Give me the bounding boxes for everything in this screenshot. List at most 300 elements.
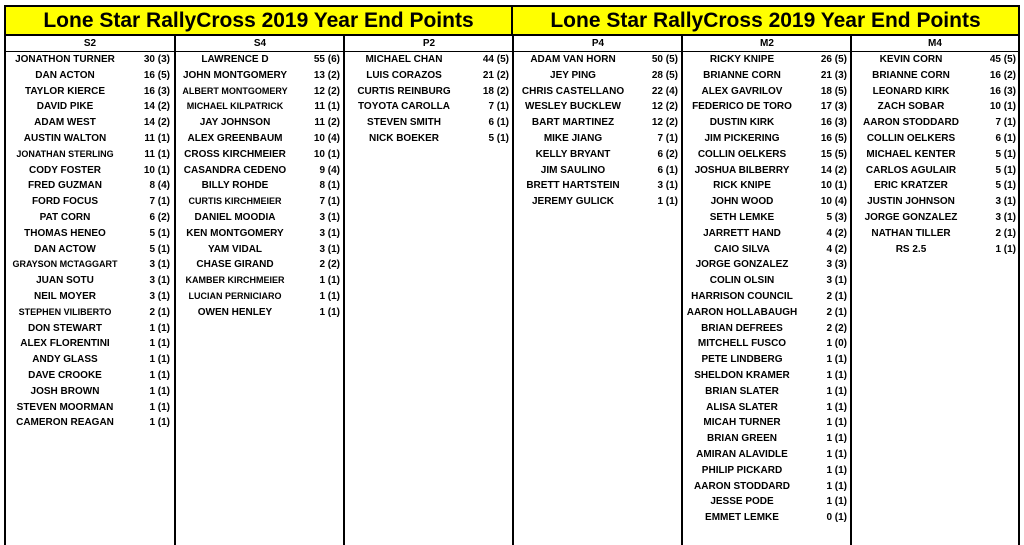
driver-name: AARON STODDARD xyxy=(694,480,790,492)
driver-name: JIM PICKERING xyxy=(704,132,780,144)
driver-points: 5 (1) xyxy=(995,164,1016,176)
class-column-p4 xyxy=(512,36,682,545)
driver-points: 45 (5) xyxy=(989,54,1016,65)
class-header: S2 xyxy=(6,36,174,52)
driver-name: JEREMY GULICK xyxy=(531,196,615,208)
driver-name: STEVEN MOORMAN xyxy=(16,401,114,413)
driver-name: ZACH SOBAR xyxy=(877,101,945,113)
driver-row xyxy=(683,463,851,479)
driver-row xyxy=(514,194,682,210)
driver-points: 5 (1) xyxy=(149,243,170,255)
driver-points: 2 (2) xyxy=(826,322,847,334)
driver-points: 1 (1) xyxy=(995,243,1016,255)
driver-row xyxy=(683,194,851,210)
driver-name: BRIAN SLATER xyxy=(705,385,779,397)
driver-points: 10 (4) xyxy=(313,132,340,144)
driver-points: 3 (1) xyxy=(319,227,340,239)
driver-name: LEONARD KIRK xyxy=(872,85,950,97)
driver-points: 15 (5) xyxy=(820,148,847,160)
driver-points: 14 (2) xyxy=(143,117,170,129)
driver-points: 2 (2) xyxy=(319,259,340,271)
driver-points: 12 (2) xyxy=(313,85,340,97)
driver-points: 10 (1) xyxy=(313,148,340,160)
driver-row xyxy=(683,384,851,400)
driver-points: 28 (5) xyxy=(651,69,678,81)
driver-points: 1 (1) xyxy=(826,354,847,366)
driver-points: 6 (2) xyxy=(149,211,170,223)
driver-name: MICAH TURNER xyxy=(703,417,781,429)
driver-name: JAY JOHNSON xyxy=(199,117,271,129)
class-header: P2 xyxy=(345,36,513,52)
driver-name: KELLY BRYANT xyxy=(535,148,611,160)
driver-points: 3 (1) xyxy=(826,275,847,287)
driver-row xyxy=(852,68,1018,84)
driver-points: 1 (1) xyxy=(826,417,847,429)
driver-name: STEVEN SMITH xyxy=(367,117,441,129)
driver-points: 7 (1) xyxy=(657,132,678,144)
driver-row xyxy=(6,352,174,368)
driver-name: ALEX GAVRILOV xyxy=(701,85,783,97)
class-header: P4 xyxy=(514,36,682,52)
driver-name: AUSTIN WALTON xyxy=(23,132,107,144)
driver-row xyxy=(176,289,344,305)
driver-row xyxy=(6,52,174,68)
driver-points: 6 (1) xyxy=(488,117,509,129)
driver-name: BRIAN GREEN xyxy=(706,433,777,445)
driver-row xyxy=(514,68,682,84)
driver-row xyxy=(514,84,682,100)
driver-points: 5 (1) xyxy=(995,180,1016,192)
driver-name: ADAM VAN HORN xyxy=(530,54,616,65)
driver-row xyxy=(176,257,344,273)
driver-name: RICKY KNIPE xyxy=(709,54,775,65)
driver-row xyxy=(852,163,1018,179)
driver-points: 18 (5) xyxy=(820,85,847,97)
driver-row xyxy=(176,99,344,115)
driver-name: ERIC KRATZER xyxy=(874,180,948,192)
driver-points: 1 (1) xyxy=(826,464,847,476)
driver-row xyxy=(683,352,851,368)
driver-points: 5 (1) xyxy=(149,227,170,239)
driver-row xyxy=(6,131,174,147)
driver-points: 1 (1) xyxy=(826,496,847,508)
driver-row xyxy=(345,52,513,68)
driver-name: JESSE PODE xyxy=(710,496,774,508)
driver-points: 11 (2) xyxy=(314,117,340,129)
driver-row xyxy=(6,384,174,400)
driver-row xyxy=(176,178,344,194)
driver-points: 1 (1) xyxy=(149,369,170,381)
driver-row xyxy=(6,210,174,226)
driver-row xyxy=(683,131,851,147)
driver-points: 1 (1) xyxy=(149,322,170,334)
driver-row xyxy=(683,257,851,273)
driver-row xyxy=(176,273,344,289)
driver-row xyxy=(852,210,1018,226)
driver-row xyxy=(683,447,851,463)
driver-points: 21 (3) xyxy=(820,69,847,81)
driver-points: 1 (1) xyxy=(149,354,170,366)
driver-name: TAYLOR KIERCE xyxy=(24,85,105,97)
driver-name: DON STEWART xyxy=(28,322,102,334)
driver-row xyxy=(852,178,1018,194)
driver-points: 1 (1) xyxy=(319,290,340,302)
driver-points: 1 (1) xyxy=(826,480,847,492)
driver-row xyxy=(683,336,851,352)
driver-points: 16 (3) xyxy=(820,117,847,129)
driver-row xyxy=(683,321,851,337)
driver-points: 21 (2) xyxy=(482,69,509,81)
driver-points: 0 (1) xyxy=(826,512,847,524)
driver-row xyxy=(6,273,174,289)
driver-points: 3 (1) xyxy=(149,290,170,302)
driver-name: RS 2.5 xyxy=(895,243,927,255)
driver-name: CURTIS REINBURG xyxy=(357,85,451,97)
driver-points: 16 (3) xyxy=(143,85,170,97)
driver-row xyxy=(6,115,174,131)
driver-name: CAMERON REAGAN xyxy=(16,417,114,429)
driver-row xyxy=(514,52,682,68)
driver-points: 44 (5) xyxy=(482,54,509,65)
driver-row xyxy=(6,368,174,384)
driver-points: 8 (1) xyxy=(319,180,340,192)
driver-row xyxy=(683,510,851,526)
driver-row xyxy=(683,68,851,84)
driver-points: 6 (1) xyxy=(995,132,1016,144)
driver-points: 12 (2) xyxy=(651,101,678,113)
driver-row xyxy=(852,226,1018,242)
driver-name: LUCIAN PERNICIARO xyxy=(188,290,282,301)
driver-row xyxy=(852,84,1018,100)
driver-row xyxy=(176,131,344,147)
driver-name: GRAYSON MCTAGGART xyxy=(12,259,118,270)
driver-row xyxy=(683,494,851,510)
driver-row xyxy=(683,368,851,384)
class-header: M2 xyxy=(683,36,851,52)
driver-row xyxy=(176,210,344,226)
driver-name: ALEX FLORENTINI xyxy=(20,338,110,350)
driver-points: 3 (3) xyxy=(826,259,847,271)
driver-points: 7 (1) xyxy=(995,117,1016,129)
driver-points: 10 (1) xyxy=(820,180,847,192)
driver-row xyxy=(176,305,344,321)
banner-title-right: Lone Star RallyCross 2019 Year End Points xyxy=(511,5,1020,36)
driver-name: AARON STODDARD xyxy=(863,117,959,129)
driver-points: 3 (1) xyxy=(149,275,170,287)
driver-row xyxy=(6,194,174,210)
driver-name: AMIRAN ALAVIDLE xyxy=(696,448,788,460)
driver-row xyxy=(6,336,174,352)
driver-name: COLIN OLSIN xyxy=(709,275,775,287)
driver-points: 1 (1) xyxy=(319,306,340,318)
driver-name: BRIANNE CORN xyxy=(872,69,950,81)
driver-row xyxy=(514,99,682,115)
driver-row xyxy=(176,84,344,100)
driver-points: 1 (1) xyxy=(826,385,847,397)
driver-row xyxy=(852,99,1018,115)
driver-points: 14 (2) xyxy=(143,101,170,113)
driver-points: 7 (1) xyxy=(488,101,509,113)
driver-name: JORGE GONZALEZ xyxy=(864,211,958,223)
driver-name: NICK BOEKER xyxy=(368,132,439,144)
driver-points: 16 (2) xyxy=(989,69,1016,81)
driver-points: 5 (1) xyxy=(995,148,1016,160)
driver-name: JOHN MONTGOMERY xyxy=(182,69,288,81)
driver-points: 3 (1) xyxy=(995,211,1016,223)
driver-row xyxy=(683,242,851,258)
driver-points: 2 (1) xyxy=(995,227,1016,239)
driver-row xyxy=(6,415,174,431)
driver-row xyxy=(683,84,851,100)
driver-row xyxy=(176,242,344,258)
driver-name: PHILIP PICKARD xyxy=(701,464,783,476)
driver-name: DAVID PIKE xyxy=(36,101,94,113)
driver-name: CHRIS CASTELLANO xyxy=(521,85,625,97)
driver-row xyxy=(852,242,1018,258)
class-header: M4 xyxy=(852,36,1018,52)
driver-name: STEPHEN VILIBERTO xyxy=(18,306,112,317)
driver-name: BRIAN DEFREES xyxy=(701,322,783,334)
driver-row xyxy=(683,305,851,321)
driver-row xyxy=(683,289,851,305)
driver-name: BRIANNE CORN xyxy=(703,69,781,81)
driver-row xyxy=(683,52,851,68)
driver-points: 14 (2) xyxy=(820,164,847,176)
driver-name: JEY PING xyxy=(550,69,596,81)
driver-points: 1 (1) xyxy=(149,338,170,350)
driver-name: CURTIS KIRCHMEIER xyxy=(188,196,282,207)
driver-row xyxy=(6,289,174,305)
driver-points: 30 (3) xyxy=(143,54,170,65)
driver-row xyxy=(6,84,174,100)
driver-name: MICHAEL KENTER xyxy=(866,148,956,160)
driver-name: ALBERT MONTGOMERY xyxy=(182,85,288,96)
driver-name: AARON HOLLABAUGH xyxy=(686,306,798,318)
driver-row xyxy=(176,147,344,163)
driver-row xyxy=(176,194,344,210)
driver-points: 17 (3) xyxy=(820,101,847,113)
driver-name: PAT CORN xyxy=(39,211,91,223)
class-header: S4 xyxy=(176,36,344,52)
driver-points: 10 (1) xyxy=(143,164,170,176)
driver-points: 3 (1) xyxy=(149,259,170,271)
class-column-m4 xyxy=(850,36,1020,545)
driver-points: 1 (1) xyxy=(149,401,170,413)
driver-row xyxy=(852,194,1018,210)
points-sheet xyxy=(4,5,1020,545)
driver-points: 16 (5) xyxy=(820,132,847,144)
driver-points: 3 (1) xyxy=(657,180,678,192)
driver-row xyxy=(514,131,682,147)
driver-points: 22 (4) xyxy=(651,85,678,97)
driver-name: DANIEL MOODIA xyxy=(194,211,276,223)
driver-name: FRED GUZMAN xyxy=(28,180,102,192)
driver-points: 5 (1) xyxy=(488,132,509,144)
driver-name: DAN ACTON xyxy=(35,69,95,81)
driver-points: 1 (1) xyxy=(826,448,847,460)
driver-name: JARRETT HAND xyxy=(703,227,781,239)
driver-name: LUIS CORAZOS xyxy=(366,69,442,81)
driver-name: COLLIN OELKERS xyxy=(697,148,787,160)
driver-name: JONATHAN STERLING xyxy=(16,148,114,159)
driver-name: JUSTIN JOHNSON xyxy=(867,196,955,208)
class-column-s2 xyxy=(4,36,174,545)
driver-row xyxy=(176,226,344,242)
driver-name: RICK KNIPE xyxy=(713,180,771,192)
driver-row xyxy=(683,431,851,447)
driver-row xyxy=(6,257,174,273)
driver-row xyxy=(683,99,851,115)
driver-points: 50 (5) xyxy=(651,54,678,65)
driver-row xyxy=(6,163,174,179)
driver-row xyxy=(345,131,513,147)
driver-name: THOMAS HENEO xyxy=(24,227,106,239)
driver-row xyxy=(345,115,513,131)
driver-row xyxy=(683,147,851,163)
banner-title-left: Lone Star RallyCross 2019 Year End Points xyxy=(4,5,513,36)
driver-points: 5 (3) xyxy=(826,211,847,223)
driver-name: JOSH BROWN xyxy=(30,385,100,397)
driver-row xyxy=(514,163,682,179)
driver-name: JORGE GONZALEZ xyxy=(695,259,789,271)
class-column-m2 xyxy=(681,36,851,545)
driver-points: 2 (1) xyxy=(826,290,847,302)
driver-name: ALISA SLATER xyxy=(706,401,778,413)
driver-name: MITCHELL FUSCO xyxy=(697,338,787,350)
driver-name: CARLOS AGULAIR xyxy=(865,164,957,176)
driver-name: MICHAEL CHAN xyxy=(365,54,443,65)
driver-name: LAWRENCE D xyxy=(201,54,269,65)
driver-name: ADAM WEST xyxy=(34,117,96,129)
driver-points: 1 (1) xyxy=(826,369,847,381)
driver-row xyxy=(852,131,1018,147)
driver-points: 13 (2) xyxy=(313,69,340,81)
driver-name: CROSS KIRCHMEIER xyxy=(184,148,286,160)
driver-row xyxy=(683,273,851,289)
driver-points: 8 (4) xyxy=(149,180,170,192)
driver-name: NEIL MOYER xyxy=(33,290,97,302)
driver-name: SHELDON KRAMER xyxy=(694,369,790,381)
driver-name: CASANDRA CEDENO xyxy=(183,164,287,176)
driver-points: 55 (6) xyxy=(313,54,340,65)
driver-row xyxy=(6,147,174,163)
driver-points: 1 (1) xyxy=(319,275,340,287)
class-column-p2 xyxy=(343,36,513,545)
driver-row xyxy=(852,147,1018,163)
driver-row xyxy=(176,52,344,68)
driver-row xyxy=(514,115,682,131)
driver-row xyxy=(683,210,851,226)
driver-row xyxy=(6,321,174,337)
driver-row xyxy=(683,115,851,131)
driver-points: 9 (4) xyxy=(319,164,340,176)
driver-row xyxy=(345,84,513,100)
driver-row xyxy=(6,242,174,258)
driver-name: BRETT HARTSTEIN xyxy=(526,180,620,192)
driver-name: DAN ACTOW xyxy=(34,243,96,255)
driver-row xyxy=(6,178,174,194)
driver-name: JOHN WOOD xyxy=(710,196,774,208)
driver-name: JIM SAULINO xyxy=(540,164,606,176)
driver-row xyxy=(345,68,513,84)
driver-name: CAIO SILVA xyxy=(714,243,770,255)
driver-name: TOYOTA CAROLLA xyxy=(357,101,451,113)
driver-points: 2 (1) xyxy=(149,306,170,318)
driver-name: OWEN HENLEY xyxy=(197,306,273,318)
driver-name: COLLIN OELKERS xyxy=(866,132,956,144)
driver-name: ANDY GLASS xyxy=(32,354,98,366)
driver-row xyxy=(6,68,174,84)
driver-points: 4 (2) xyxy=(826,227,847,239)
driver-row xyxy=(514,147,682,163)
driver-points: 11 (1) xyxy=(144,132,170,144)
driver-points: 1 (0) xyxy=(826,338,847,350)
driver-row xyxy=(6,305,174,321)
driver-row xyxy=(852,52,1018,68)
driver-points: 1 (1) xyxy=(657,196,678,208)
driver-name: MICHAEL KILPATRICK xyxy=(186,101,284,112)
driver-points: 1 (1) xyxy=(149,385,170,397)
driver-name: JONATHON TURNER xyxy=(15,54,115,65)
driver-points: 1 (1) xyxy=(826,401,847,413)
driver-name: BILLY ROHDE xyxy=(201,180,269,192)
driver-name: PETE LINDBERG xyxy=(701,354,783,366)
driver-points: 10 (4) xyxy=(820,196,847,208)
driver-points: 1 (1) xyxy=(149,417,170,429)
driver-points: 4 (2) xyxy=(826,243,847,255)
driver-points: 1 (1) xyxy=(826,433,847,445)
driver-points: 3 (1) xyxy=(319,211,340,223)
driver-row xyxy=(683,178,851,194)
driver-name: FEDERICO DE TORO xyxy=(692,101,792,113)
driver-row xyxy=(345,99,513,115)
driver-name: JUAN SOTU xyxy=(36,275,94,287)
driver-row xyxy=(176,115,344,131)
driver-row xyxy=(683,226,851,242)
driver-points: 2 (1) xyxy=(826,306,847,318)
driver-row xyxy=(176,163,344,179)
driver-name: BART MARTINEZ xyxy=(531,117,615,129)
driver-name: KEVIN CORN xyxy=(879,54,943,65)
driver-name: DUSTIN KIRK xyxy=(709,117,775,129)
driver-row xyxy=(6,400,174,416)
driver-row xyxy=(683,400,851,416)
driver-points: 6 (2) xyxy=(657,148,678,160)
driver-name: CODY FOSTER xyxy=(28,164,102,176)
driver-points: 18 (2) xyxy=(482,85,509,97)
driver-name: FORD FOCUS xyxy=(31,196,99,208)
driver-name: NATHAN TILLER xyxy=(871,227,951,239)
driver-name: CHASE GIRAND xyxy=(196,259,274,271)
driver-points: 7 (1) xyxy=(149,196,170,208)
driver-row xyxy=(514,178,682,194)
driver-name: YAM VIDAL xyxy=(207,243,263,255)
driver-points: 7 (1) xyxy=(319,196,340,208)
driver-row xyxy=(6,226,174,242)
driver-row xyxy=(6,99,174,115)
driver-name: HARRISON COUNCIL xyxy=(691,290,793,302)
driver-name: SETH LEMKE xyxy=(709,211,775,223)
driver-name: JOSHUA BILBERRY xyxy=(694,164,790,176)
driver-row xyxy=(683,415,851,431)
driver-points: 11 (1) xyxy=(314,101,340,113)
driver-name: KAMBER KIRCHMEIER xyxy=(185,275,285,286)
driver-name: DAVE CROOKE xyxy=(28,369,102,381)
driver-name: KEN MONTGOMERY xyxy=(186,227,284,239)
driver-points: 11 (1) xyxy=(144,148,170,160)
driver-row xyxy=(683,163,851,179)
driver-points: 16 (5) xyxy=(143,69,170,81)
